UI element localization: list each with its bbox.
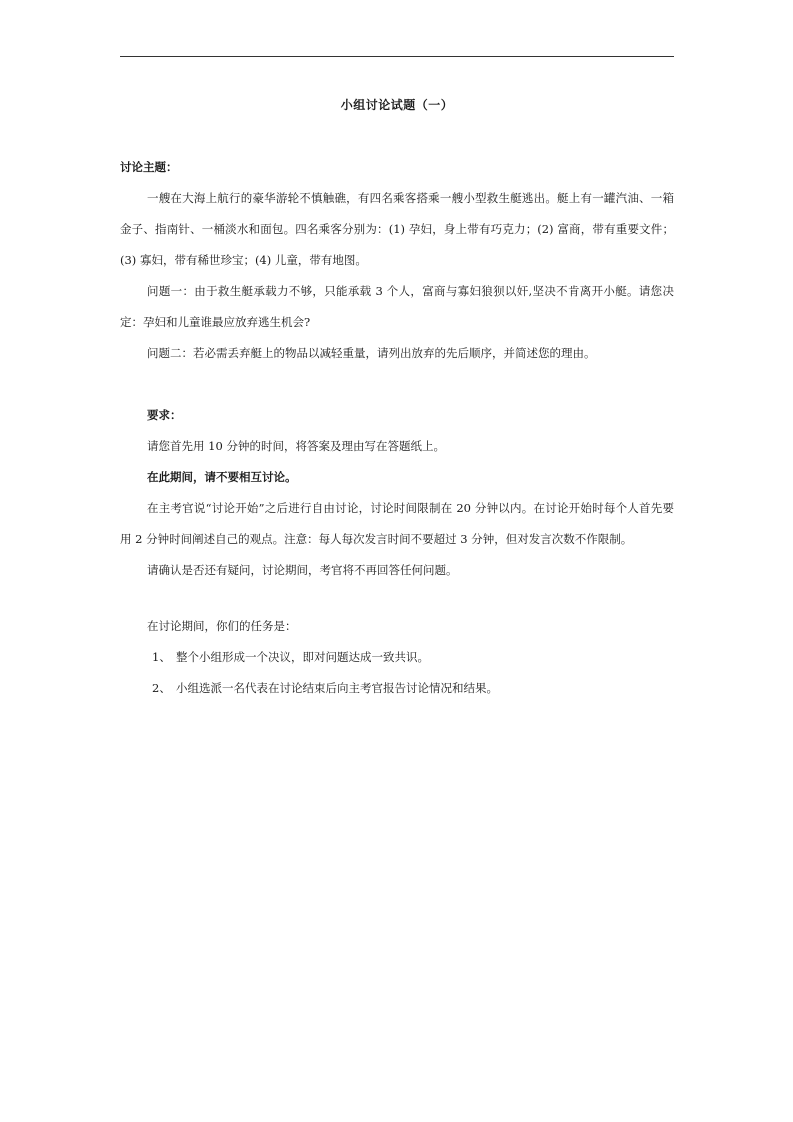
tasks-intro: 在讨论期间，你们的任务是： (147, 619, 297, 633)
list-item (120, 642, 674, 673)
question-2: 问题二：若必需丢弃艇上的物品以减轻重量，请列出放弃的先后顺序，并简述您的理由。 (147, 346, 596, 360)
header-rule (120, 56, 674, 57)
spacer (120, 586, 674, 611)
list-item-number: 1、 (152, 650, 171, 664)
list-item-text: 整个小组形成一个决议，即对问题达成一致共识。 (176, 650, 429, 664)
requirement-2: 在主考官说“讨论开始”之后进行自由讨论，讨论时间限制在 20 分钟以内。在讨论开始时每个人首先要用 2 分钟时间阐述自己的观点。注意：每人每次发言时间不要超过 3 分钟，但对发言次数不作限制。 (120, 501, 674, 546)
requirement-1: 请您首先用 10 分钟的时间，将答案及理由写在答题纸上。 (147, 439, 445, 453)
task-list (120, 642, 674, 704)
document-body (120, 152, 674, 704)
question-1: 问题一：由于救生艇承载力不够，只能承载 3 个人，富商与寡妇狼狈以奸,坚决不肯离开小艇。请您决定：孕妇和儿童谁最应放弃逃生机会? (120, 284, 674, 329)
requirement-3: 请确认是否还有疑问，讨论期间，考官将不再回答任何问题。 (147, 563, 458, 577)
spacer (120, 369, 674, 400)
list-item-text: 小组选派一名代表在讨论结束后向主考官报告讨论情况和结果。 (176, 681, 498, 695)
topic-label: 讨论主题： (120, 160, 178, 174)
scenario-paragraph: 一艘在大海上航行的豪华游轮不慎触礁，有四名乘客搭乘一艘小型救生艇逃出。艇上有一罐汽油、一箱金子、指南针、一桶淡水和面包。四名乘客分别为：(1) 孕妇，身上带有巧克力；(2) 富商，带有重要文件；(3) 寡妇，带有稀世珍宝；(4) 儿童，带有地图。 (120, 191, 674, 267)
document-title: 小组讨论试题（一） (340, 98, 454, 112)
requirement-bold-note: 在此期间，请不要相互讨论。 (147, 470, 297, 484)
list-item (120, 673, 674, 704)
requirements-label: 要求： (147, 408, 182, 422)
list-item-number: 2、 (152, 681, 171, 695)
